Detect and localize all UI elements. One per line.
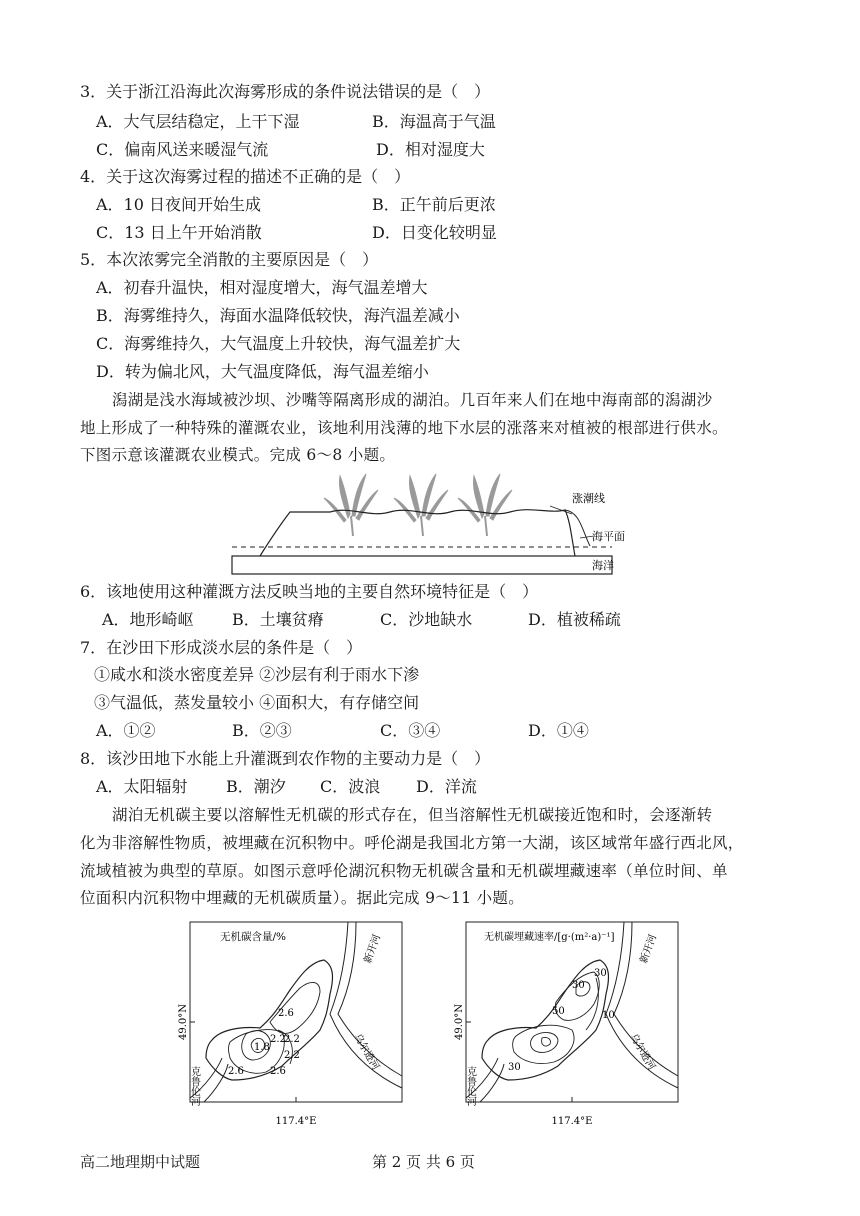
q6-option-d: D．植被稀疏 [528, 610, 621, 629]
reed-plant-icon [458, 474, 512, 536]
footer-page-number: 第 2 页 共 6 页 [372, 1153, 475, 1171]
q8-option-b: B．潮汐 [226, 777, 286, 796]
q6-option-c: C．沙地缺水 [380, 610, 473, 629]
q3-option-d: D．相对湿度大 [376, 140, 485, 159]
question-7-stem: 7．在沙田下形成淡水层的条件是（ ） [80, 638, 363, 657]
q7-option-c: C．③④ [380, 721, 441, 740]
map-left-lon-label: 117.4°E [275, 1116, 317, 1127]
q7-option-b: B．②③ [232, 721, 292, 740]
question-3-stem: 3．关于浙江沿海此次海雾形成的条件说法错误的是（ ） [80, 82, 491, 101]
q5-option-c: C．海雾维持久，大气温度上升较快，海气温差扩大 [96, 334, 461, 353]
contour-label: 10 [602, 1010, 615, 1021]
contour-label: 50 [552, 1006, 565, 1017]
question-5-stem: 5．本次浓雾完全消散的主要原因是（ ） [80, 250, 379, 269]
question-4-stem: 4．关于这次海雾过程的描述不正确的是（ ） [80, 167, 411, 186]
q6-option-a: A．地形崎岖 [102, 610, 194, 629]
label-tide-line: 涨潮线 [572, 492, 605, 505]
q8-option-a: A．太阳辐射 [96, 777, 188, 796]
q4-option-c: C．13 日上午开始消散 [96, 223, 262, 242]
contour-label: 2.6 [228, 1066, 244, 1077]
contour-label: 2.6 [270, 1066, 286, 1077]
q3-option-c: C．偏南风送来暖湿气流 [96, 140, 269, 159]
map-left-lat-label: 49.0°N [178, 1003, 189, 1041]
q7-option-a: A．①② [96, 721, 156, 740]
map-left-river-kelulun: 克鲁伦河 [188, 1066, 200, 1106]
map-left-river-xinkai: 新开河 [362, 933, 384, 966]
map-left-river-wuerxun: 乌尔逊河 [351, 1032, 381, 1073]
passage2-line4: 位面积内沉积物中埋藏的无机碳质量）。据此完成 9～11 小题。 [80, 889, 524, 907]
contour-label: 30 [572, 980, 585, 991]
contour-label: 30 [594, 968, 607, 979]
contour-label: 2.2 [270, 1034, 286, 1045]
q4-option-a: A．10 日夜间开始生成 [96, 195, 262, 214]
map-right-river-wuerxun: 乌尔逊河 [627, 1032, 657, 1073]
map-right-lon-label: 117.4°E [551, 1116, 593, 1127]
q7-statement-line1: ①咸水和淡水密度差异 ②沙层有利于雨水下渗 [94, 665, 420, 684]
map-right-title: 无机碳埋藏速率/[g·(m²·a)⁻¹] [484, 932, 615, 943]
contour-label: 30 [508, 1062, 521, 1073]
passage1-line1: 潟湖是浅水海域被沙坝、沙嘴等隔离形成的湖泊。几百年来人们在地中海南部的潟湖沙 [112, 391, 713, 409]
q5-option-a: A．初春升温快，相对湿度增大，海气温差增大 [96, 278, 428, 297]
irrigation-diagram [220, 470, 640, 580]
passage1-line3: 下图示意该灌溉农业模式。完成 6～8 小题。 [80, 446, 396, 464]
footer-exam-title: 高二地理期中试题 [80, 1153, 201, 1171]
contour-label: 2.2 [284, 1034, 300, 1045]
map-inorganic-carbon-content [170, 918, 420, 1130]
map-right-river-kelulun: 克鲁伦河 [464, 1066, 476, 1106]
reed-plant-icon [394, 474, 448, 536]
q5-option-b: B．海雾维持久，海面水温降低较快，海汽温差减小 [96, 306, 460, 325]
contour-label: 1.8 [254, 1042, 270, 1053]
contour-label: 2.6 [278, 1008, 294, 1019]
q4-option-b: B．正午前后更浓 [372, 195, 496, 214]
question-8-stem: 8．该沙田地下水能上升灌溉到农作物的主要动力是（ ） [80, 749, 491, 768]
label-sea-level: 海平面 [592, 530, 625, 543]
q4-option-d: D．日变化较明显 [372, 223, 497, 242]
passage2-line3: 流域植被为典型的草原。如图示意呼伦湖沉积物无机碳含量和无机碳埋藏速率（单位时间、单 [80, 862, 728, 880]
q8-option-d: D．洋流 [416, 777, 477, 796]
question-6-stem: 6．该地使用这种灌溉方法反映当地的主要自然环境特征是（ ） [80, 582, 539, 601]
passage2-line2: 化为非溶解性物质，被埋藏在沉积物中。呼伦湖是我国北方第一大湖，该区域常年盛行西北风， [80, 834, 744, 852]
q3-option-b: B．海温高于气温 [372, 112, 496, 131]
map-right-river-xinkai: 新开河 [638, 933, 660, 966]
reed-plant-icon [324, 474, 378, 536]
label-ocean: 海洋 [592, 559, 614, 572]
q7-option-d: D．①④ [528, 721, 589, 740]
map-right-lat-label: 49.0°N [454, 1003, 465, 1041]
passage1-line2: 地上形成了一种特殊的灌溉农业，该地利用浅薄的地下水层的涨落来对植被的根部进行供水。 [80, 419, 728, 437]
passage2-line1: 湖泊无机碳主要以溶解性无机碳的形式存在，但当溶解性无机碳接近饱和时，会逐渐转 [112, 806, 713, 824]
map-inorganic-carbon-burial-rate [446, 918, 696, 1130]
map-left-title: 无机碳含量/% [220, 931, 287, 943]
q5-option-d: D．转为偏北风，大气温度降低，海气温差缩小 [96, 362, 429, 381]
q8-option-c: C．波浪 [320, 777, 381, 796]
contour-label: 2.2 [284, 1050, 300, 1061]
q3-option-a: A．大气层结稳定，上干下湿 [96, 112, 300, 131]
q6-option-b: B．土壤贫瘠 [232, 610, 324, 629]
q7-statement-line2: ③气温低，蒸发量较小 ④面积大，有存储空间 [94, 693, 420, 712]
